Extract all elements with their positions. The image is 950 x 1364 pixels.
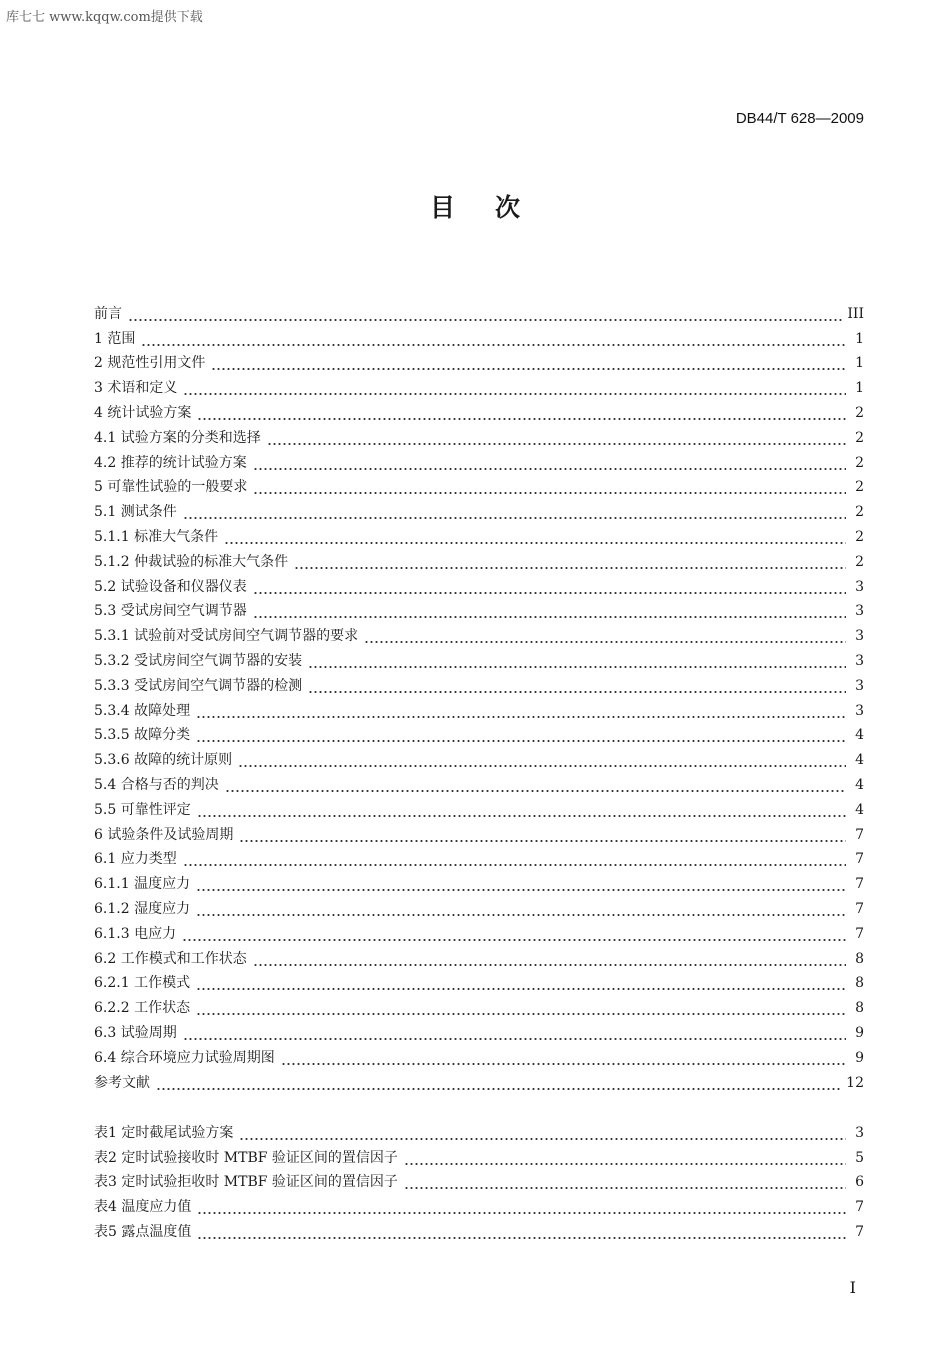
toc-entry-page: 4 bbox=[855, 776, 864, 793]
dot-leader bbox=[239, 826, 846, 844]
toc-entry-page: 3 bbox=[855, 702, 864, 719]
dot-leader bbox=[197, 404, 846, 422]
toc-entry[interactable] bbox=[94, 1042, 864, 1067]
toc-entry[interactable] bbox=[94, 372, 864, 397]
toc-entry[interactable] bbox=[94, 298, 864, 323]
toc-entry-page: 3 bbox=[855, 1124, 864, 1141]
toc-entry-page: 7 bbox=[855, 1223, 864, 1240]
toc-entry-page: 3 bbox=[855, 603, 864, 620]
toc-entry-label: 5 可靠性试验的一般要求 bbox=[94, 479, 248, 496]
toc-entry[interactable] bbox=[94, 348, 864, 373]
toc-entry-label: 5.3.2 受试房间空气调节器的安装 bbox=[94, 652, 303, 669]
toc-entry-label: 5.3.4 故障处理 bbox=[94, 702, 191, 719]
toc-entry-page: 2 bbox=[855, 454, 864, 471]
dot-leader bbox=[238, 751, 846, 769]
page-number: I bbox=[849, 1278, 856, 1297]
toc-entry[interactable] bbox=[94, 596, 864, 621]
toc-entry-page: 5 bbox=[855, 1149, 864, 1166]
toc-entry-label: 5.3.6 故障的统计原则 bbox=[94, 752, 233, 769]
toc-entry[interactable] bbox=[94, 645, 864, 670]
dot-leader bbox=[183, 503, 846, 521]
toc-entry-page: 2 bbox=[855, 504, 864, 521]
toc-entry-label: 5.5 可靠性评定 bbox=[94, 801, 191, 818]
toc-entry[interactable] bbox=[94, 744, 864, 769]
toc-entry-page: 2 bbox=[855, 528, 864, 545]
toc-entry-label: 3 术语和定义 bbox=[94, 380, 178, 397]
toc-entry-page: 1 bbox=[855, 380, 864, 397]
toc-entry-label: 5.1.2 仲裁试验的标准大气条件 bbox=[94, 553, 289, 570]
toc-entry-page: 8 bbox=[855, 975, 864, 992]
dot-leader bbox=[128, 305, 843, 323]
dot-leader bbox=[196, 875, 846, 893]
toc-entry[interactable] bbox=[94, 521, 864, 546]
dot-leader bbox=[308, 677, 846, 695]
toc-entry[interactable] bbox=[94, 1017, 864, 1042]
toc-entry-page: 2 bbox=[855, 553, 864, 570]
dot-leader bbox=[197, 801, 846, 819]
toc-entry-label: 6 试验条件及试验周期 bbox=[94, 826, 234, 843]
toc-entry-label: 表3 定时试验拒收时 MTBF 验证区间的置信因子 bbox=[94, 1174, 398, 1191]
toc-entry-page: 6 bbox=[855, 1174, 864, 1191]
toc-entry-page: 7 bbox=[855, 851, 864, 868]
toc-entry-page: 8 bbox=[855, 950, 864, 967]
toc-entry-label: 5.3.5 故障分类 bbox=[94, 727, 191, 744]
dot-leader bbox=[196, 702, 846, 720]
toc-entry[interactable] bbox=[94, 546, 864, 571]
dot-leader bbox=[281, 1049, 846, 1067]
toc-entry-page: 4 bbox=[855, 752, 864, 769]
toc-entry-label: 5.4 合格与否的判决 bbox=[94, 776, 219, 793]
watermark-text: 库七七 www.kqqw.com提供下载 bbox=[6, 10, 203, 25]
dot-leader bbox=[267, 429, 846, 447]
toc-entry-label: 5.3 受试房间空气调节器 bbox=[94, 603, 247, 620]
toc-entry-label: 5.3.3 受试房间空气调节器的检测 bbox=[94, 677, 303, 694]
dot-leader bbox=[224, 528, 846, 546]
dot-leader bbox=[196, 726, 846, 744]
dot-leader bbox=[253, 602, 846, 620]
toc-entry-label: 6.1.2 湿度应力 bbox=[94, 900, 191, 917]
toc-entry-label: 5.1 测试条件 bbox=[94, 504, 177, 521]
toc-entry-label: 6.2.2 工作状态 bbox=[94, 1000, 191, 1017]
toc-entry-label: 6.2 工作模式和工作状态 bbox=[94, 950, 247, 967]
toc-entry[interactable] bbox=[94, 670, 864, 695]
dot-leader bbox=[156, 1074, 842, 1092]
document-code: DB44/T 628—2009 bbox=[735, 110, 864, 127]
toc-entry[interactable] bbox=[94, 893, 864, 918]
toc-entry-page: 3 bbox=[855, 578, 864, 595]
table-of-contents bbox=[94, 298, 864, 1092]
dot-leader bbox=[253, 478, 846, 496]
toc-entry-label: 4 统计试验方案 bbox=[94, 404, 192, 421]
toc-entry[interactable] bbox=[94, 1067, 864, 1092]
dot-leader bbox=[183, 1024, 846, 1042]
toc-entry-label: 5.1.1 标准大气条件 bbox=[94, 528, 219, 545]
toc-entry[interactable] bbox=[94, 472, 864, 497]
toc-entry-page: 1 bbox=[855, 355, 864, 372]
dot-leader bbox=[196, 974, 846, 992]
dot-leader bbox=[239, 1124, 846, 1142]
dot-leader bbox=[364, 627, 846, 645]
page-title: 目次 bbox=[429, 193, 560, 222]
table-list-entry[interactable] bbox=[94, 1191, 864, 1216]
toc-entry-label: 4.1 试验方案的分类和选择 bbox=[94, 429, 261, 446]
table-list-entry[interactable] bbox=[94, 1167, 864, 1192]
toc-entry-page: 7 bbox=[855, 1199, 864, 1216]
toc-entry-label: 6.2.1 工作模式 bbox=[94, 975, 191, 992]
toc-entry[interactable] bbox=[94, 496, 864, 521]
dot-leader bbox=[141, 330, 846, 348]
dot-leader bbox=[294, 553, 846, 571]
table-list-entry[interactable] bbox=[94, 1117, 864, 1142]
toc-entry[interactable] bbox=[94, 918, 864, 943]
dot-leader bbox=[183, 850, 846, 868]
toc-entry[interactable] bbox=[94, 844, 864, 869]
table-list-entry[interactable] bbox=[94, 1142, 864, 1167]
toc-entry-page: 9 bbox=[855, 1049, 864, 1066]
toc-entry-label: 6.3 试验周期 bbox=[94, 1024, 177, 1041]
dot-leader bbox=[225, 776, 846, 794]
toc-entry[interactable] bbox=[94, 422, 864, 447]
toc-entry[interactable] bbox=[94, 868, 864, 893]
toc-entry-page: III bbox=[847, 305, 864, 322]
toc-entry-label: 表1 定时截尾试验方案 bbox=[94, 1124, 234, 1141]
toc-entry-label: 6.4 综合环境应力试验周期图 bbox=[94, 1049, 275, 1066]
toc-entry[interactable] bbox=[94, 397, 864, 422]
toc-entry-label: 5.3.1 试验前对受试房间空气调节器的要求 bbox=[94, 628, 359, 645]
toc-entry-label: 6.1.3 电应力 bbox=[94, 925, 177, 942]
toc-entry-page: 4 bbox=[855, 801, 864, 818]
dot-leader bbox=[308, 652, 846, 670]
dot-leader bbox=[197, 1223, 846, 1241]
toc-entry[interactable] bbox=[94, 794, 864, 819]
toc-entry-label: 表2 定时试验接收时 MTBF 验证区间的置信因子 bbox=[94, 1149, 398, 1166]
toc-entry-label: 6.1.1 温度应力 bbox=[94, 876, 191, 893]
toc-entry-page: 7 bbox=[855, 900, 864, 917]
toc-entry-page: 9 bbox=[855, 1024, 864, 1041]
toc-entry[interactable] bbox=[94, 720, 864, 745]
dot-leader bbox=[253, 454, 846, 472]
toc-entry-page: 12 bbox=[846, 1074, 864, 1091]
dot-leader bbox=[253, 950, 846, 968]
toc-entry-label: 5.2 试验设备和仪器仪表 bbox=[94, 578, 247, 595]
toc-entry-page: 7 bbox=[855, 925, 864, 942]
toc-entry[interactable] bbox=[94, 695, 864, 720]
toc-entry-page: 2 bbox=[855, 479, 864, 496]
toc-entry-label: 表4 温度应力值 bbox=[94, 1199, 192, 1216]
toc-entry[interactable] bbox=[94, 943, 864, 968]
dot-leader bbox=[197, 1198, 846, 1216]
dot-leader bbox=[183, 379, 846, 397]
toc-entry-page: 1 bbox=[855, 330, 864, 347]
toc-entry[interactable] bbox=[94, 992, 864, 1017]
toc-entry-page: 3 bbox=[855, 652, 864, 669]
toc-entry[interactable] bbox=[94, 620, 864, 645]
toc-entry-label: 1 范围 bbox=[94, 330, 136, 347]
dot-leader bbox=[196, 900, 846, 918]
toc-entry-page: 7 bbox=[855, 876, 864, 893]
dot-leader bbox=[404, 1149, 846, 1167]
toc-entry-page: 4 bbox=[855, 727, 864, 744]
toc-entry-label: 6.1 应力类型 bbox=[94, 851, 177, 868]
toc-entry-page: 2 bbox=[855, 404, 864, 421]
table-list-entry[interactable] bbox=[94, 1216, 864, 1241]
toc-entry[interactable] bbox=[94, 447, 864, 472]
toc-entry[interactable] bbox=[94, 968, 864, 993]
dot-leader bbox=[182, 925, 846, 943]
dot-leader bbox=[404, 1173, 846, 1191]
toc-entry-page: 3 bbox=[855, 677, 864, 694]
toc-entry-label: 表5 露点温度值 bbox=[94, 1223, 192, 1240]
toc-entry-page: 2 bbox=[855, 429, 864, 446]
toc-entry[interactable] bbox=[94, 323, 864, 348]
list-of-tables bbox=[94, 1117, 864, 1241]
toc-entry-label: 4.2 推荐的统计试验方案 bbox=[94, 454, 247, 471]
dot-leader bbox=[211, 354, 846, 372]
dot-leader bbox=[253, 578, 846, 596]
toc-entry-label: 2 规范性引用文件 bbox=[94, 355, 206, 372]
toc-entry[interactable] bbox=[94, 769, 864, 794]
dot-leader bbox=[196, 999, 846, 1017]
toc-entry-page: 8 bbox=[855, 1000, 864, 1017]
toc-entry-page: 7 bbox=[855, 826, 864, 843]
toc-entry[interactable] bbox=[94, 571, 864, 596]
toc-entry-page: 3 bbox=[855, 628, 864, 645]
toc-entry-label: 前言 bbox=[94, 305, 122, 322]
toc-entry-label: 参考文献 bbox=[94, 1074, 150, 1091]
toc-entry[interactable] bbox=[94, 819, 864, 844]
